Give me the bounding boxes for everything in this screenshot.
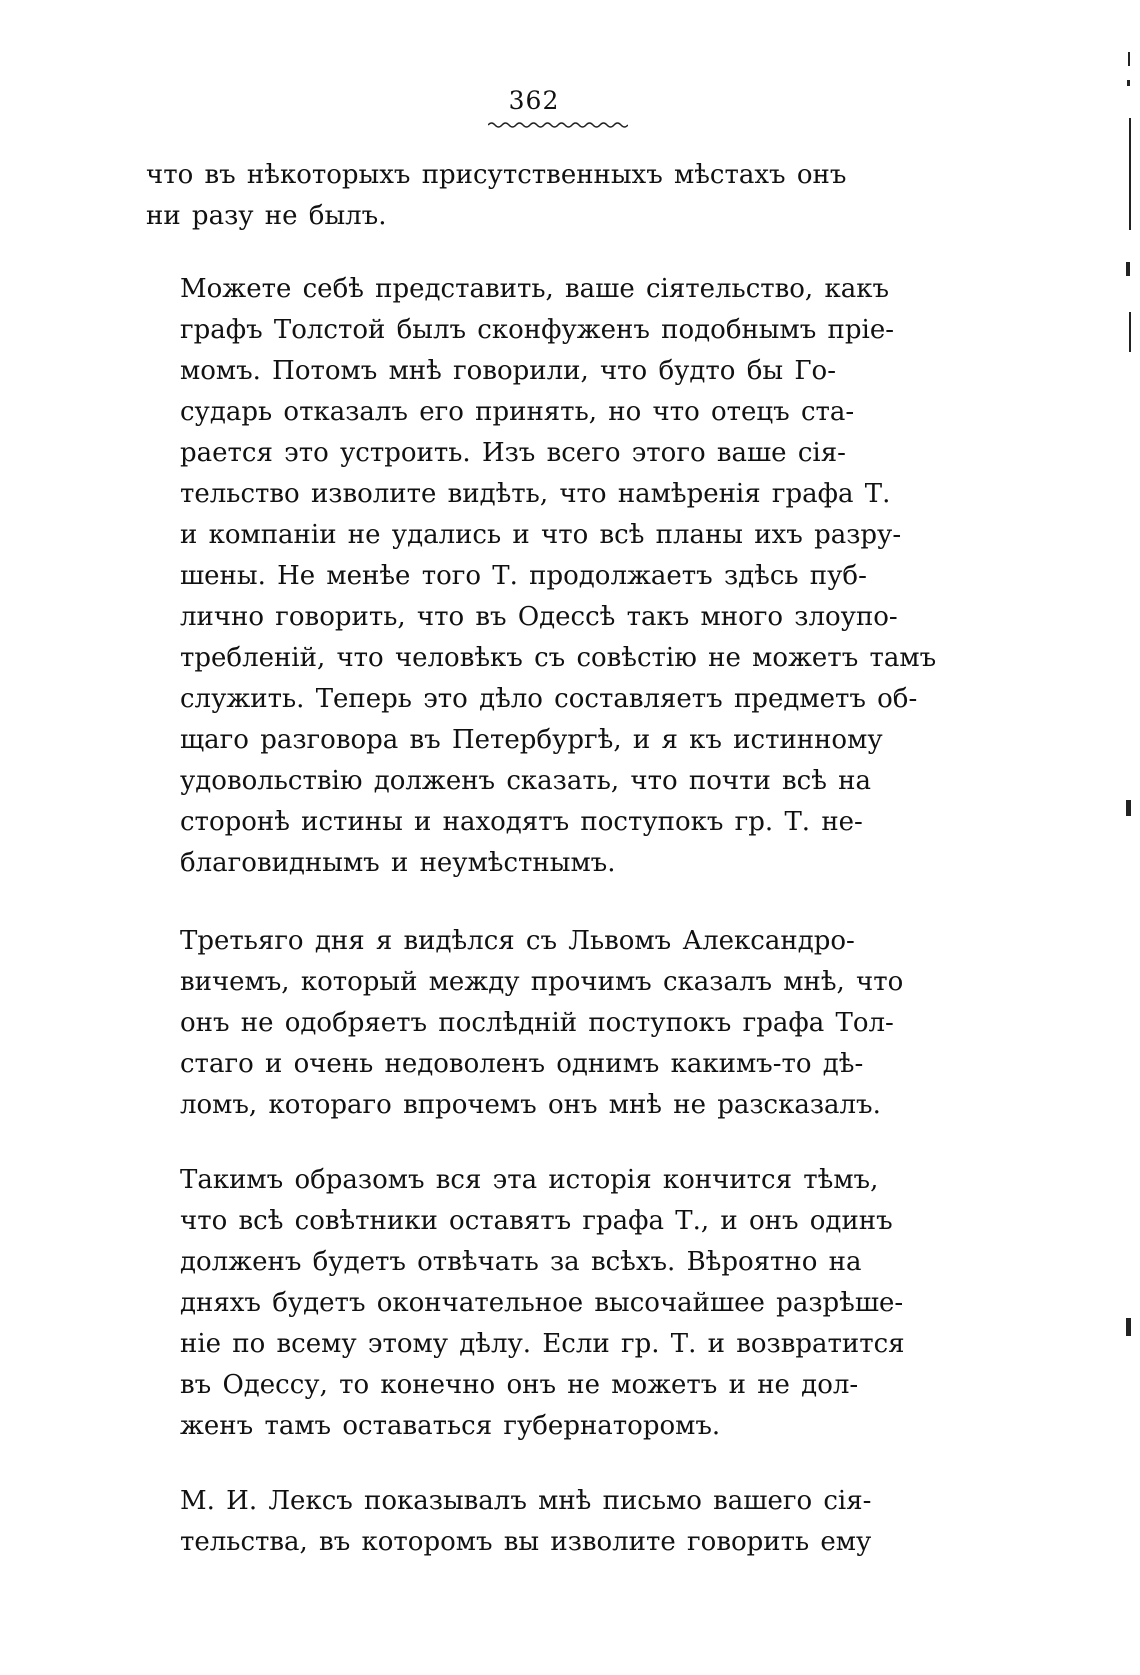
paragraph-3 (146, 921, 972, 1126)
text-line: благовиднымъ и неумѣстнымъ. (180, 848, 616, 878)
paragraph-5 (146, 1481, 972, 1563)
text-line: сторонѣ истины и находятъ поступокъ гр. Т. не- (180, 807, 863, 837)
text-line: долженъ будетъ отвѣчать за всѣхъ. Вѣроятно на (180, 1247, 862, 1277)
paragraph-1 (146, 155, 972, 237)
text-line: удовольствію долженъ сказать, что почти всѣ на (180, 766, 872, 796)
text-line: тельства, въ которомъ вы изволите говорить ему (180, 1527, 872, 1557)
scan-mark (1129, 118, 1131, 230)
paragraph-2 (146, 269, 972, 884)
paragraph-4 (146, 1160, 972, 1447)
text-line: ніе по всему этому дѣлу. Если гр. Т. и возвратится (180, 1329, 905, 1359)
text-line: М. И. Лексъ показывалъ мнѣ письмо вашего сія- (180, 1486, 872, 1516)
text-line: дняхъ будетъ окончательное высочайшее разрѣше- (180, 1288, 904, 1318)
scan-mark (1126, 800, 1131, 816)
text-line: шены. Не менѣе того Т. продолжаетъ здѣсь пуб- (180, 561, 867, 591)
text-line: требленій, что человѣкъ съ совѣстію не можетъ тамъ (180, 643, 937, 673)
text-line: что всѣ совѣтники оставятъ графа Т., и онъ одинъ (180, 1206, 893, 1236)
text-line: онъ не одобряетъ послѣдній поступокъ графа Тол- (180, 1008, 894, 1038)
text-line: Третьяго дня я видѣлся съ Львомъ Александро- (180, 926, 855, 956)
page-number: 362 (508, 86, 560, 115)
text-line: вичемъ, который между прочимъ сказалъ мнѣ, что (180, 967, 904, 997)
text-line: служить. Теперь это дѣло составляетъ предметъ об- (180, 684, 918, 714)
text-line: ни разу не былъ. (146, 201, 387, 231)
scan-mark (1128, 52, 1130, 66)
scan-mark (1126, 1318, 1131, 1336)
text-line: щаго разговора въ Петербургѣ, и я къ истинному (180, 725, 883, 755)
text-line: женъ тамъ оставаться губернаторомъ. (180, 1411, 721, 1441)
body-text (146, 155, 972, 1563)
text-line: графъ Толстой былъ сконфуженъ подобнымъ пріе- (180, 315, 894, 345)
text-line: момъ. Потомъ мнѣ говорили, что будто бы Го- (180, 356, 836, 386)
text-line: ломъ, котораго впрочемъ онъ мнѣ не разсказалъ. (180, 1090, 881, 1120)
text-line: Такимъ образомъ вся эта исторія кончится тѣмъ, (180, 1165, 879, 1195)
wavy-rule-ornament (488, 120, 628, 130)
scan-mark (1126, 262, 1130, 276)
text-line: и компаніи не удались и что всѣ планы ихъ разру- (180, 520, 902, 550)
text-line: Можете себѣ представить, ваше сіятельство, какъ (180, 274, 890, 304)
text-line: въ Одессу, то конечно онъ не можетъ и не дол- (180, 1370, 859, 1400)
text-line: стаго и очень недоволенъ однимъ какимъ-то дѣ- (180, 1049, 864, 1079)
scan-mark (1129, 312, 1131, 352)
text-line: лично говорить, что въ Одессѣ такъ много злоупо- (180, 602, 898, 632)
text-line: рается это устроить. Изъ всего этого ваше сія- (180, 438, 846, 468)
scan-margin-marks (1100, 0, 1140, 1675)
text-line: тельство изволите видѣть, что намѣренія графа Т. (180, 479, 891, 509)
scan-mark (1127, 80, 1130, 86)
text-line: что въ нѣкоторыхъ присутственныхъ мѣстахъ онъ (146, 160, 847, 190)
text-line: сударь отказалъ его принять, но что отецъ ста- (180, 397, 855, 427)
